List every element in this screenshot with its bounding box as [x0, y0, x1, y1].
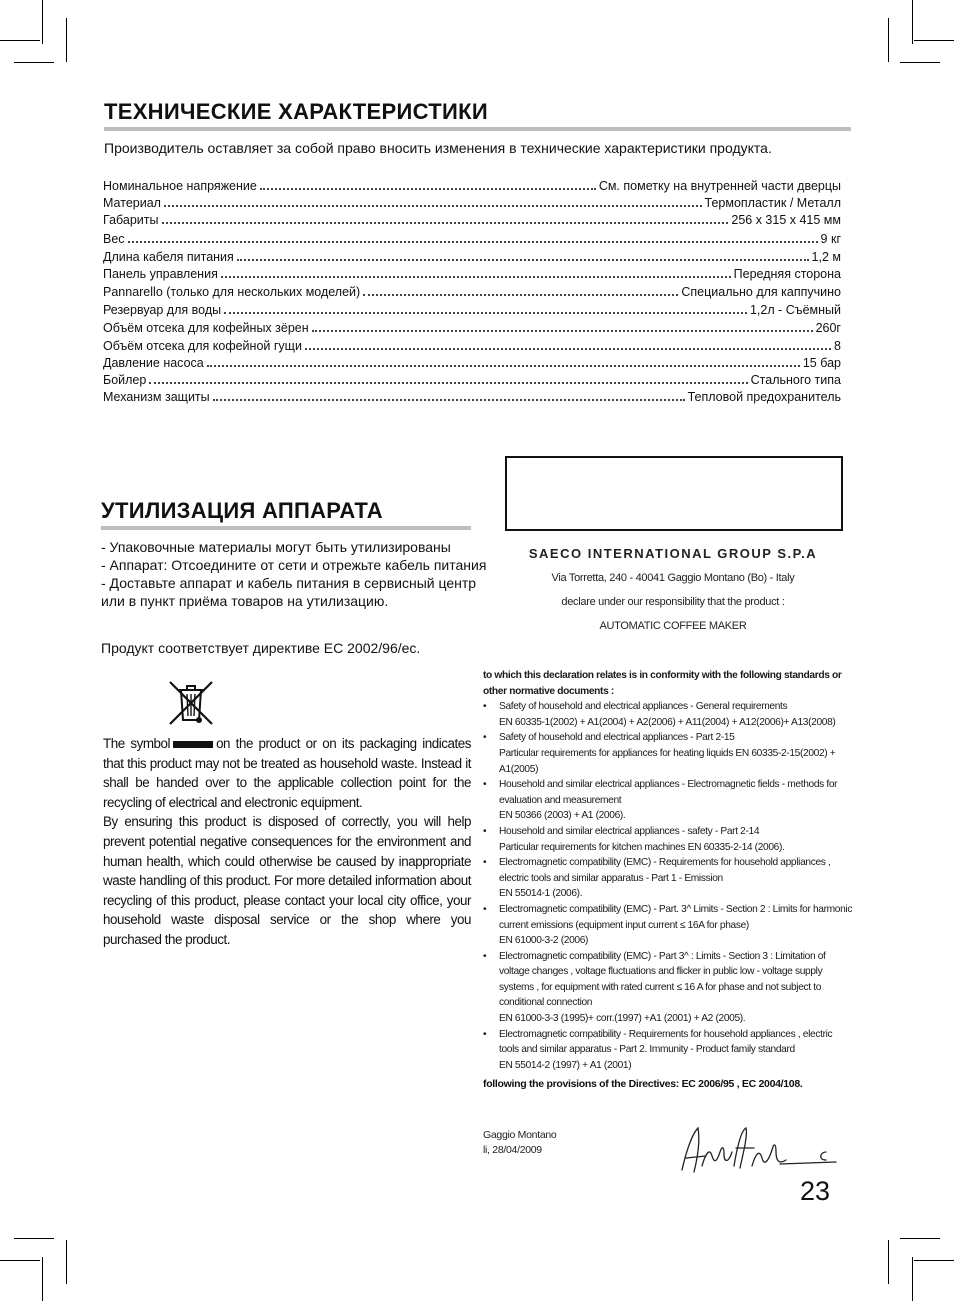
- spec-value: 15 бар: [802, 356, 841, 370]
- spec-row: [103, 229, 841, 246]
- stamp-box: [505, 456, 843, 531]
- spec-value: Передняя сторона: [733, 267, 841, 281]
- crop-mark: [912, 1257, 913, 1301]
- standard-item: [483, 777, 853, 824]
- weee-notice: [103, 734, 471, 950]
- crop-mark: [900, 62, 940, 63]
- weee-text-rest: on the product or on its packaging indicates that this product may not be treated as household waste. Instead it shall be handed over to the applicable collection point for the recycling of electrical and electronic equipment.: [103, 736, 471, 810]
- standard-title: • Electromagnetic compatibility (EMC) - Part. 3^ Limits - Section 2 : Limits for harmonic current emissions (equipment input current ≤ 16A for phase): [499, 903, 853, 931]
- crop-mark: [66, 1240, 67, 1284]
- disposal-item: - Аппарат: Отсоедините от сети и отрежьте кабель питания: [101, 557, 487, 573]
- crop-mark: [912, 0, 913, 44]
- standard-item: [483, 730, 853, 777]
- spec-value: Термопластик / Металл: [704, 196, 841, 210]
- dot-leader: [305, 348, 831, 350]
- spec-row: [103, 247, 841, 264]
- standard-detail: EN 55014-2 (1997) + A1 (2001): [499, 1059, 632, 1071]
- dot-leader: [164, 205, 702, 207]
- spec-value: Специально для каппучино: [681, 285, 841, 299]
- crop-mark: [888, 1240, 889, 1284]
- company-name: SAECO INTERNATIONAL GROUP S.P.A: [528, 546, 818, 561]
- company-address: Via Torretta, 240 - 40041 Gaggio Montano (Bo) - Italy: [551, 572, 795, 584]
- standard-detail: EN 55014-1 (2006).: [499, 888, 583, 900]
- spec-value: Тепловой предохранитель: [687, 390, 841, 404]
- spec-title-rule: [104, 127, 851, 131]
- date: li, 28/04/2009: [483, 1144, 542, 1156]
- crop-mark: [0, 40, 40, 41]
- spec-label: Панель управления: [103, 267, 218, 281]
- crop-mark: [14, 1238, 54, 1239]
- disposal-title-rule: [101, 526, 471, 530]
- symbol-bar-icon: [173, 741, 213, 748]
- standard-detail: EN 61000-3-2 (2006): [499, 935, 589, 947]
- standard-item: [483, 949, 853, 1027]
- disposal-item: - Упаковочные материалы могут быть утилизированы: [101, 539, 451, 555]
- signature: [676, 1122, 841, 1184]
- standard-title: • Safety of household and electrical appliances - General requirements: [499, 701, 788, 713]
- disposal-list: [101, 538, 501, 610]
- spec-value: 8: [834, 339, 841, 353]
- dot-leader: [312, 330, 813, 332]
- spec-row: [103, 387, 841, 404]
- dot-leader: [260, 188, 596, 190]
- crop-mark: [66, 18, 67, 62]
- spec-row: [103, 193, 841, 210]
- place: Gaggio Montano: [483, 1129, 557, 1141]
- spec-title: ТЕХНИЧЕСКИЕ ХАРАКТЕРИСТИКИ: [104, 99, 488, 124]
- spec-label: Резервуар для воды: [103, 303, 222, 317]
- dot-leader: [363, 294, 678, 296]
- dot-leader: [224, 312, 747, 314]
- standard-title: • Household and similar electrical appliances - Electromagnetic fields - methods for evaluation and measurement: [499, 779, 838, 806]
- weee-paragraph: [103, 734, 471, 812]
- spec-row: [103, 300, 841, 317]
- crop-mark: [888, 18, 889, 62]
- dot-leader: [162, 222, 729, 224]
- spec-value: См. пометку на внутренней части дверцы: [598, 179, 841, 193]
- standard-detail: EN 61000-3-3 (1995)+ corr.(1997) +A1 (2001) + A2 (2005).: [499, 1013, 746, 1025]
- spec-value: 256 x 315 x 415 мм: [731, 213, 841, 227]
- spec-label: Объём отсека для кофейных зёрен: [103, 321, 309, 335]
- spec-label: Вес: [103, 232, 125, 246]
- standards-list: [483, 699, 853, 1073]
- spec-value: 1,2 м: [811, 250, 841, 264]
- standard-detail: EN 60335-1(2002) + A1(2004) + A2(2006) + A11(2004) + A12(2006)+ A13(2008): [499, 716, 836, 728]
- dot-leader: [149, 382, 747, 384]
- standard-title: • Household and similar electrical appliances - safety - Part 2-14: [499, 825, 760, 837]
- crop-mark: [42, 1257, 43, 1301]
- place-date: [483, 1128, 556, 1158]
- declaration-statement: declare under our responsibility that the product :: [561, 596, 785, 608]
- standard-detail: Particular requirements for kitchen machines EN 60335-2-14 (2006).: [499, 841, 785, 853]
- spec-label: Бойлер: [103, 373, 147, 387]
- dot-leader: [237, 259, 809, 261]
- spec-intro: Производитель оставляет за собой право вносить изменения в технические характеристики продукта.: [104, 140, 772, 156]
- spec-label: Механизм защиты: [103, 390, 210, 404]
- standard-detail: Particular requirements for appliances for heating liquids EN 60335-2-15(2002) + A1(2005): [499, 747, 836, 775]
- crop-mark: [14, 62, 54, 63]
- standard-title: • Electromagnetic compatibility - Requirements for household appliances , electric tools and similar apparatus - Part 2. Immunity - Product family standard: [499, 1028, 833, 1056]
- standard-title: • Electromagnetic compatibility (EMC) - Part 3^ : Limits - Section 3 : Limitation of voltage changes , voltage fluctuations and flicker in public low - voltage supply systems , for equipment with rated current ≤ 16 A for phase and not subject to conditional connection: [499, 950, 826, 1009]
- disposal-item: - Доставьте аппарат и кабель питания в сервисный центр или в пункт приёма товаров на утилизацию.: [101, 575, 477, 609]
- spec-label: Pannarello (только для нескольких моделей): [103, 285, 361, 299]
- spec-row: [103, 336, 841, 353]
- declaration-intro: to which this declaration relates is in conformity with the following standards or other normative documents :: [483, 670, 842, 697]
- spec-row: [103, 282, 841, 299]
- spec-label: Материал: [103, 196, 161, 210]
- page-number: 23: [800, 1176, 831, 1206]
- standard-item: [483, 855, 853, 902]
- directive-note: Продукт соответствует директиве ЕС 2002/96/ес.: [101, 640, 421, 656]
- dot-leader: [221, 276, 731, 278]
- crop-mark: [0, 1260, 40, 1261]
- spec-label: Номинальное напряжение: [103, 179, 257, 193]
- spec-row: [103, 176, 841, 193]
- standard-title: • Safety of household and electrical appliances - Part 2-15: [499, 732, 735, 744]
- product-name: AUTOMATIC COFFEE MAKER: [599, 620, 747, 632]
- spec-label: Объём отсека для кофейной гущи: [103, 339, 302, 353]
- weee-text-start: The symbol: [103, 736, 171, 751]
- crossed-bin-icon: [166, 680, 216, 726]
- dot-leader: [213, 399, 685, 401]
- crop-mark: [900, 1238, 940, 1239]
- spec-value: 9 кг: [820, 232, 841, 246]
- disposal-title: УТИЛИЗАЦИЯ АППАРАТА: [101, 498, 383, 523]
- spec-value: Стального типа: [750, 373, 841, 387]
- standard-item: [483, 699, 853, 730]
- standard-item: [483, 824, 853, 855]
- crop-mark: [914, 1260, 954, 1261]
- spec-row: [103, 353, 841, 370]
- spec-label: Габариты: [103, 213, 159, 227]
- standard-item: [483, 902, 853, 949]
- crop-mark: [914, 40, 954, 41]
- spec-row: [103, 370, 841, 387]
- declaration-body: [483, 668, 853, 1073]
- standard-detail: EN 50366 (2003) + A1 (2006).: [499, 810, 626, 822]
- spec-value: 260г: [815, 321, 841, 335]
- standard-title: • Electromagnetic compatibility (EMC) - Requirements for household appliances , electric tools and similar apparatus - Part 1 - Emission: [499, 857, 831, 884]
- spec-label: Длина кабеля питания: [103, 250, 234, 264]
- spec-row: [103, 264, 841, 281]
- weee-paragraph: By ensuring this product is disposed of correctly, you will help prevent potential negative consequences for the environment and human health, which could otherwise be caused by inappropriate waste handling of this product. For more detailed information about recycling of this product, please contact your local city office, your household waste disposal service or the shop where you purchased the product.: [103, 814, 471, 947]
- directives-note: following the provisions of the Directives: EC 2006/95 , EC 2004/108.: [483, 1078, 803, 1090]
- spec-row: [103, 318, 841, 335]
- spec-value: 1,2л - Съёмный: [749, 303, 841, 317]
- spec-row: [103, 210, 841, 227]
- crop-mark: [42, 0, 43, 44]
- dot-leader: [128, 241, 818, 243]
- standard-item: [483, 1027, 853, 1074]
- dot-leader: [207, 365, 800, 367]
- spec-label: Давление насоса: [103, 356, 204, 370]
